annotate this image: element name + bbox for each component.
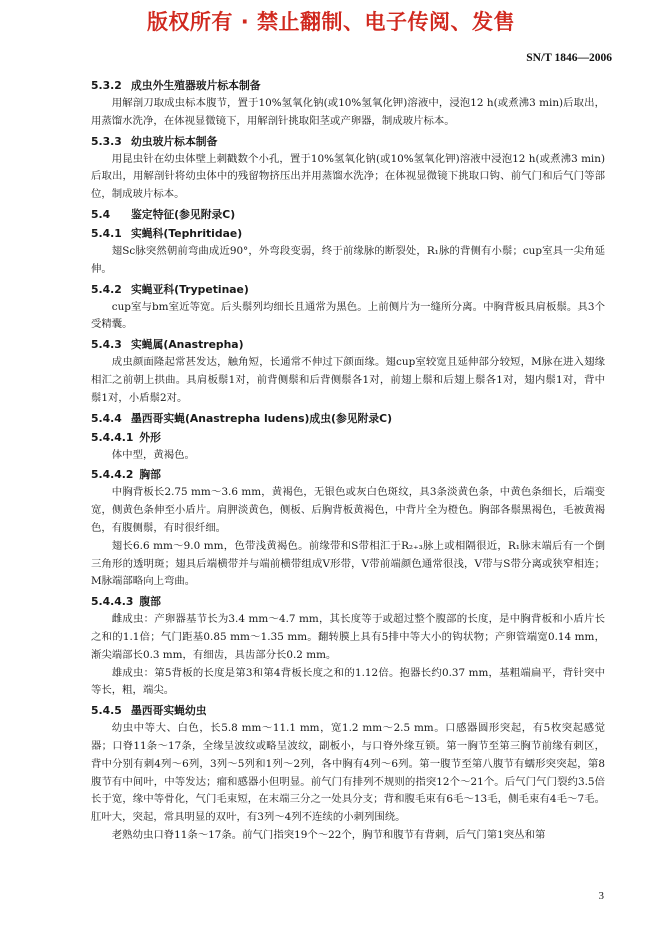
paragraph: 成虫颜面隆起常甚发达，触角短，长通常不伸过下颜面缘。翅cup室较宽且延伸部分较短，M脉在进入翅缘相汇之前朝上拱曲。具肩板鬃1对，前背侧鬃和后背侧鬃各1对，前翅上鬃和后翅上鬃各1对，翅内鬃1对，背中鬃1对，小盾鬃2对。	[91, 356, 605, 404]
section-heading	[91, 466, 605, 483]
section-number: 5.4.4.2	[91, 468, 134, 482]
section-number: 5.3.2	[91, 79, 122, 92]
paragraph: 翅Sc脉突然朝前弯曲成近90°，外弯段变弱，终于前缘脉的断裂处，R₁脉的背侧有小鬃；cup室具一尖角延伸。	[91, 244, 605, 275]
section-title: 鉴定特征(参见附录C)	[131, 207, 236, 221]
paragraph: 用解剖刀取成虫标本腹节，置于10%氢氧化钠(或10%氢氧化钾)溶液中，浸泡12 h(或煮沸3 min)后取出，用蒸馏水洗净，在体视显微镜下，用解剖针挑取阳茎或产卵器，制成玻片标本。	[91, 97, 605, 127]
section-title: 成虫外生殖器玻片标本制备	[131, 79, 261, 92]
section-number: 5.3.3	[91, 134, 122, 148]
section-heading	[91, 133, 605, 150]
paragraph: 翅长6.6 mm～9.0 mm，色带浅黄褐色。前缘带和S带相汇于R₂₊₃脉上或相隔很近，R₁脉末端后有一个倒三角形的透明斑；翅具后端横带并与端前横带组成V形带，V带前端颜色通常很浅，V带与S带分离或狭窄相连；M脉端部略向上弯曲。	[91, 539, 605, 588]
document-body	[91, 75, 605, 845]
section-number: 5.4.2	[91, 282, 122, 296]
section-heading	[91, 77, 605, 94]
section-number: 5.4.3	[91, 338, 122, 352]
paragraph: 体中型，黄褐色。	[111, 448, 195, 461]
section-heading	[91, 206, 605, 223]
page-number: 3	[598, 890, 604, 902]
paragraph: 雌成虫：产卵器基节长为3.4 mm～4.7 mm，其长度等于或超过整个腹部的长度，是中胸背板和小盾片长之和的1.1倍；气门距基0.85 mm～1.35 mm。翻转膜上具有5排中等大小的钩状物；产卵管端宽0.14 mm，渐尖端部长0.3 mm，有细齿，具齿部分长0.2 mm。	[91, 613, 605, 661]
paragraph: 老熟幼虫口脊11条～17条。前气门指突19个～22个，胸节和腹节有背刺，后气门第1突丛和第	[111, 828, 546, 841]
section-title: 腹部	[139, 595, 161, 609]
section-title: 幼虫玻片标本制备	[131, 134, 218, 148]
section-heading	[91, 225, 605, 242]
section-number: 5.4.5	[91, 704, 122, 718]
paragraph: 中胸背板长2.75 mm～3.6 mm，黄褐色，无银色或灰白色斑纹，具3条淡黄色条，中黄色条细长，后端变宽，侧黄色条伸至小盾片。肩胛淡黄色，侧板、后胸背板黄褐色，中背片全为橙色。胸部各鬃黑褐色，毛被黄褐色，有腹侧鬃，有时很纤细。	[91, 486, 605, 534]
section-number: 5.4.1	[91, 226, 122, 240]
section-title: 胸部	[139, 468, 161, 482]
section-heading	[91, 281, 605, 298]
section-title: 实蝇科(Tephritidae)	[131, 226, 243, 240]
section-heading	[91, 336, 605, 353]
section-number: 5.4	[91, 207, 111, 221]
paragraph: 雄成虫：第5背板的长度是第3和第4背板长度之和的1.12倍。抱器长约0.37 mm，基粗端扁平，背针突中等长，粗，端尖。	[91, 666, 605, 697]
section-heading	[91, 702, 605, 719]
section-number: 5.4.4.3	[91, 595, 134, 609]
standard-number: SN/T 1846—2006	[526, 52, 612, 64]
section-title: 实蝇属(Anastrepha)	[131, 338, 244, 352]
paragraph: 用昆虫针在幼虫体壁上刺戳数个小孔，置于10%氢氧化钠(或10%氢氧化钾)溶液中浸泡12 h(或煮沸3 min)后取出，用解剖针将幼虫体中的残留物挤压出并用蒸馏水洗净；在体视显微镜下挑取口钩、前气门和后气门等部位，制成玻片标本。	[91, 152, 605, 201]
paragraph: 幼虫中等大、白色，长5.8 mm～11.1 mm，宽1.2 mm～2.5 mm。口感器圆形突起，有5枚突起感觉器；口脊11条～17条，全缘呈波纹或略呈波纹，副板小，与口脊外缘互锁。第一胸节至第三胸节前缘有刺区，背中分别有刺4列～6列，3列～5列和1列～2列，各中胸有4列～6列。第一腹节至第八腹节有蠕形突突起，第8腹节有中间叶，中等发达；瘤和感器小但明显。前气门有排列不规则的指突12个～21个。后气门气门裂约3.5倍长于宽，缘中等骨化，气门毛束短，在末端三分之一处具分支；背和腹毛束有6毛～13毛，侧毛束有4毛～7毛。肛叶大，突起，常具明显的双叶，有3列～4列不连续的小刺列围绕。	[91, 722, 605, 824]
section-heading	[91, 593, 605, 610]
section-heading	[91, 429, 605, 446]
section-title: 墨西哥实蝇(Anastrepha ludens)成虫(参见附录C)	[131, 411, 393, 425]
section-title: 实蝇亚科(Trypetinae)	[131, 282, 249, 296]
section-number: 5.4.4	[91, 411, 122, 425]
paragraph: cup室与bm室近等宽。后头鬃列均细长且通常为黑色。上前侧片为一缝所分离。中胸背板具肩板鬃。具3个受精囊。	[91, 300, 605, 331]
section-title: 外形	[139, 430, 161, 444]
copyright-banner: 版权所有 · 禁止翻制、电子传阅、发售	[146, 10, 516, 34]
section-number: 5.4.4.1	[91, 430, 134, 444]
section-title: 墨西哥实蝇幼虫	[131, 704, 207, 718]
section-heading	[91, 410, 605, 427]
